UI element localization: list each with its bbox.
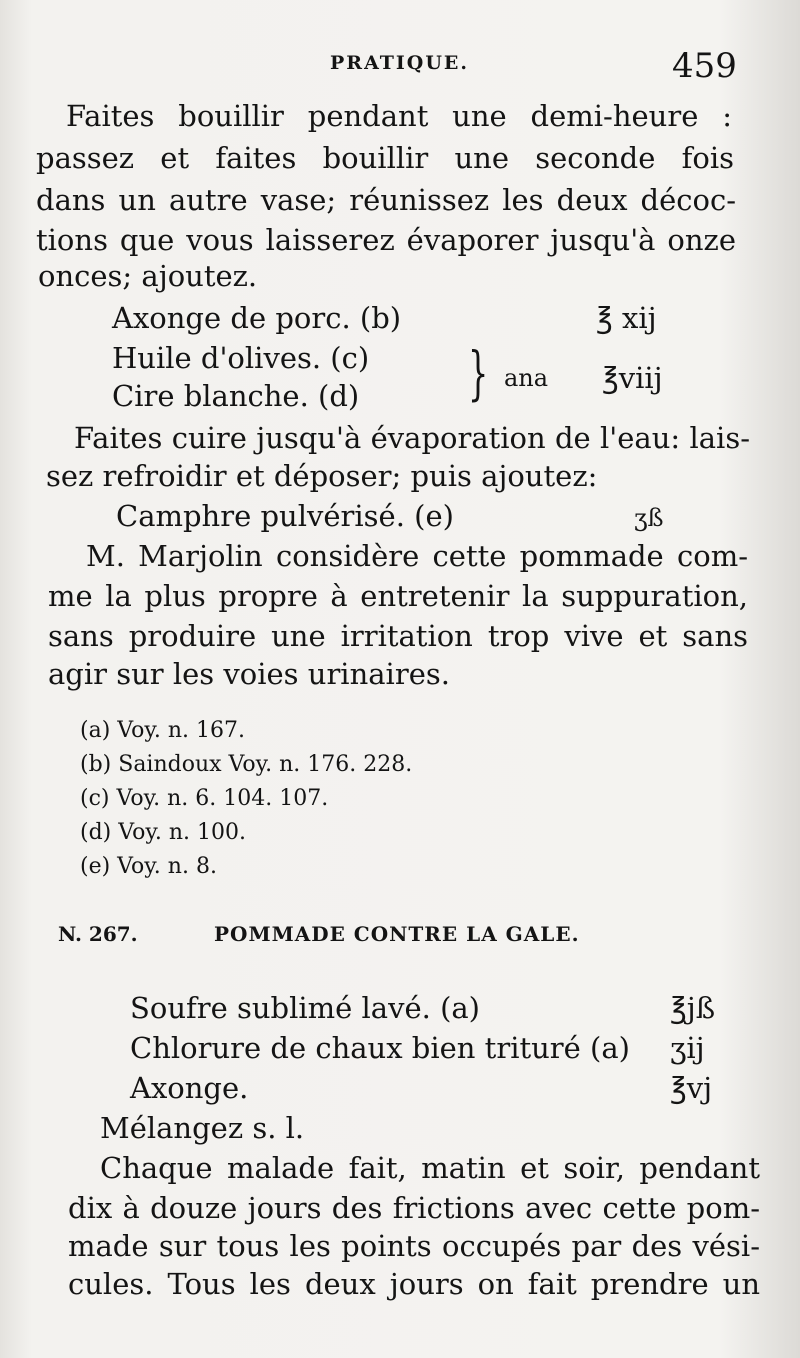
body-line: dans un autre vase; réunissez les deux décoc-	[36, 183, 736, 217]
section-title: POMMADE CONTRE LA GALE.	[214, 922, 580, 946]
body-line: made sur tous les points occupés par des vési-	[68, 1229, 760, 1263]
running-title: PRATIQUE.	[330, 52, 470, 74]
ingredient-quantity: ℥ xij	[596, 301, 657, 335]
body-line: Faites bouillir pendant une demi-heure :	[66, 99, 732, 133]
ingredient-name: Axonge.	[130, 1071, 249, 1105]
body-line: agir sur les voies urinaires.	[48, 657, 450, 691]
body-line: sez refroidir et déposer; puis ajoutez:	[46, 459, 598, 493]
body-line: onces; ajoutez.	[38, 259, 258, 293]
ingredient-name: Huile d'olives. (c)	[112, 341, 370, 375]
body-line: cules. Tous les deux jours on fait prendre un	[68, 1267, 760, 1301]
page-header	[0, 46, 800, 86]
ingredient-quantity: ℥vj	[670, 1071, 713, 1105]
footnote: (e) Voy. n. 8.	[80, 854, 217, 879]
grouping-brace: }	[468, 339, 489, 407]
body-line: me la plus propre à entretenir la suppuration,	[48, 579, 748, 613]
body-line: M. Marjolin considère cette pommade com-	[86, 539, 748, 573]
section-heading	[0, 922, 800, 954]
ingredient-quantity: ʒij	[670, 1031, 705, 1065]
ingredient-quantity: ʒß	[634, 504, 664, 532]
footnote: (c) Voy. n. 6. 104. 107.	[80, 786, 329, 811]
ingredient-name: Chlorure de chaux bien trituré (a)	[130, 1031, 630, 1065]
ingredient-name: Camphre pulvérisé. (e)	[116, 499, 454, 533]
ingredient-name: Cire blanche. (d)	[112, 379, 360, 413]
ingredient-quantity: ℥viij	[602, 361, 663, 395]
ingredient-quantity: ℥jß	[670, 991, 716, 1025]
body-line: Faites cuire jusqu'à évaporation de l'eau: lais-	[74, 421, 750, 455]
footnote: (a) Voy. n. 167.	[80, 718, 246, 743]
body-line: Mélangez s. l.	[100, 1111, 305, 1145]
body-line: tions que vous laisserez évaporer jusqu'à onze	[36, 223, 736, 257]
body-line: sans produire une irritation trop vive et sans	[48, 619, 748, 653]
footnote: (b) Saindoux Voy. n. 176. 228.	[80, 752, 413, 777]
footnote: (d) Voy. n. 100.	[80, 820, 246, 845]
ana-label: ana	[504, 364, 549, 392]
body-line: passez et faites bouillir une seconde fois	[36, 141, 734, 175]
ingredient-name: Axonge de porc. (b)	[112, 301, 402, 335]
body-line: Chaque malade fait, matin et soir, pendant	[100, 1151, 760, 1185]
ingredient-name: Soufre sublimé lavé. (a)	[130, 991, 480, 1025]
body-line: dix à douze jours des frictions avec cette pom-	[68, 1191, 760, 1225]
section-number: N. 267.	[58, 922, 138, 946]
page-number: 459	[672, 46, 737, 86]
